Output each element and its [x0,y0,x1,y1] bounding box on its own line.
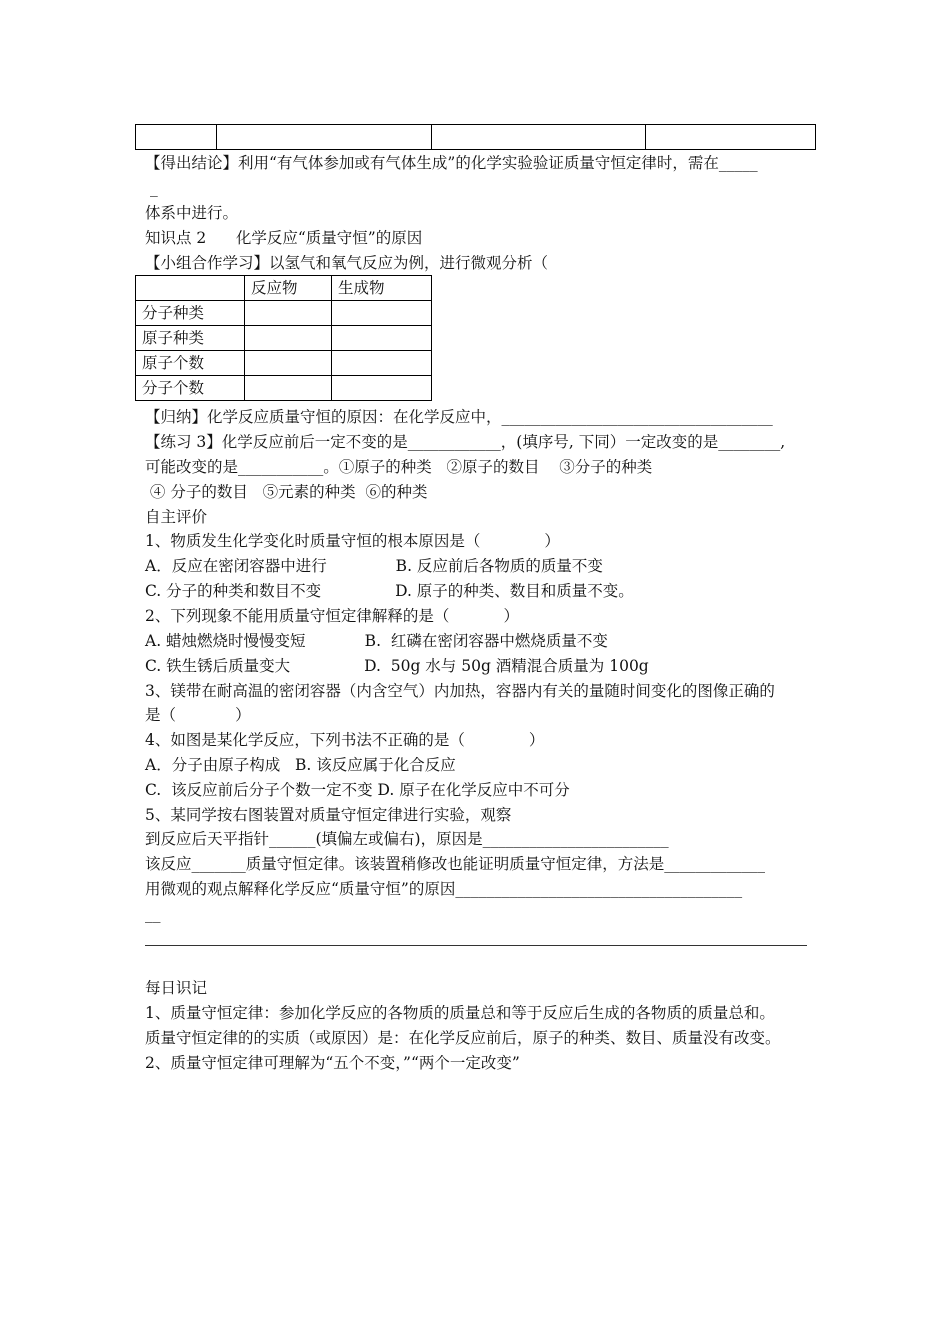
table-row [136,351,432,376]
practice-3-line-3: ④ 分子的数目 ⑤元素的种类 ⑥的种类 [145,483,428,501]
self-eval-line: 5、某同学按右图装置对质量守恒定律进行实验，观察 [145,806,512,824]
table-cell [332,326,432,351]
self-eval-line: 到反应后天平指针______(填偏左或偏右)，原因是________________________ [145,830,669,848]
daily-line: 质量守恒定律的的实质（或原因）是：在化学反应前后，原子的种类、数目、质量没有改变。 [145,1029,781,1047]
self-eval-line: A．反应在密闭容器中进行 B. 反应前后各物质的质量不变 [145,557,603,575]
table-cell [136,276,245,301]
daily-title: 每日识记 [145,979,208,997]
table-cell [217,125,432,150]
self-eval-line: C. 该反应前后分子个数一定不变 D. 原子在化学反应中不可分 [145,781,570,799]
self-eval-line: 3、镁带在耐高温的密闭容器（内含空气）内加热，容器内有关的量随时间变化的图像正确的 [145,682,775,700]
conclusion-line-1b: _ [150,179,158,197]
table-header-product: 生成物 [332,276,432,301]
self-eval-line: A．分子由原子构成 B. 该反应属于化合反应 [145,756,456,774]
table-cell [245,351,332,376]
knowledge-point-2-title: 知识点 2 化学反应“质量守恒”的原因 [145,229,423,247]
self-eval-title: 自主评价 [145,508,208,526]
table-header-reactant: 反应物 [245,276,332,301]
table-cell [332,301,432,326]
self-eval-line: 该反应_______质量守恒定律。该装置稍修改也能证明质量守恒定律，方法是_____________ [145,855,766,873]
daily-line: 2、质量守恒定律可理解为“五个不变，”“两个一定改变” [145,1054,520,1072]
group-study-intro: 【小组合作学习】以氢气和氧气反应为例，进行微观分析（ [145,254,549,272]
daily-line: 1、质量守恒定律：参加化学反应的各物质的质量总和等于反应后生成的各物质的质量总和。 [145,1004,775,1022]
summary-line: 【归纳】化学反应质量守恒的原因：在化学反应中，___________________________________ [145,408,773,426]
self-eval-line: 4、如图是某化学反应，下列书法不正确的是（ ） [145,731,545,749]
self-eval-line: __ [145,905,161,923]
self-eval-line: 是（ ） [145,706,251,724]
self-eval-line: C. 铁生锈后质量变大 D. 50g 水与 50g 酒精混合质量为 100g [145,657,649,675]
table-cell: 原子个数 [136,351,245,376]
self-eval-line: 2、下列现象不能用质量守恒定律解释的是（ ） [145,607,520,625]
table-cell [136,125,217,150]
table-cell [332,376,432,401]
table-cell [245,326,332,351]
conclusion-line-2: 体系中进行。 [145,204,239,222]
table-cell [245,376,332,401]
practice-3-line-2: 可能改变的是___________。①原子的种类 ②原子的数目 ③分子的种类 [145,458,653,476]
table-cell: 原子种类 [136,326,245,351]
self-eval-line: C. 分子的种类和数目不变 D. 原子的种类、数目和质量不变。 [145,582,634,600]
self-eval-line: 1、物质发生化学变化时质量守恒的根本原因是（ ） [145,532,560,550]
answer-rule-line [145,945,807,946]
table-cell [245,301,332,326]
top-table [135,124,816,150]
conclusion-line-1: 【得出结论】利用“有气体参加或有气体生成”的化学实验验证质量守恒定律时，需在_____ [145,154,758,172]
table-row [136,125,816,150]
table-cell [646,125,816,150]
self-eval-line: A. 蜡烛燃烧时慢慢变短 B. 红磷在密闭容器中燃烧质量不变 [145,632,608,650]
micro-analysis-table [135,275,432,401]
table-row [136,376,432,401]
table-cell: 分子种类 [136,301,245,326]
table-row [136,326,432,351]
practice-3-line-1: 【练习 3】化学反应前后一定不变的是____________，(填序号, 下同）一定改变的是________, [145,433,786,451]
table-row [136,301,432,326]
table-row [136,276,432,301]
self-eval-line: 用微观的观点解释化学反应“质量守恒”的原因_____________________________________ [145,880,743,898]
table-cell: 分子个数 [136,376,245,401]
table-cell [432,125,646,150]
table-cell [332,351,432,376]
